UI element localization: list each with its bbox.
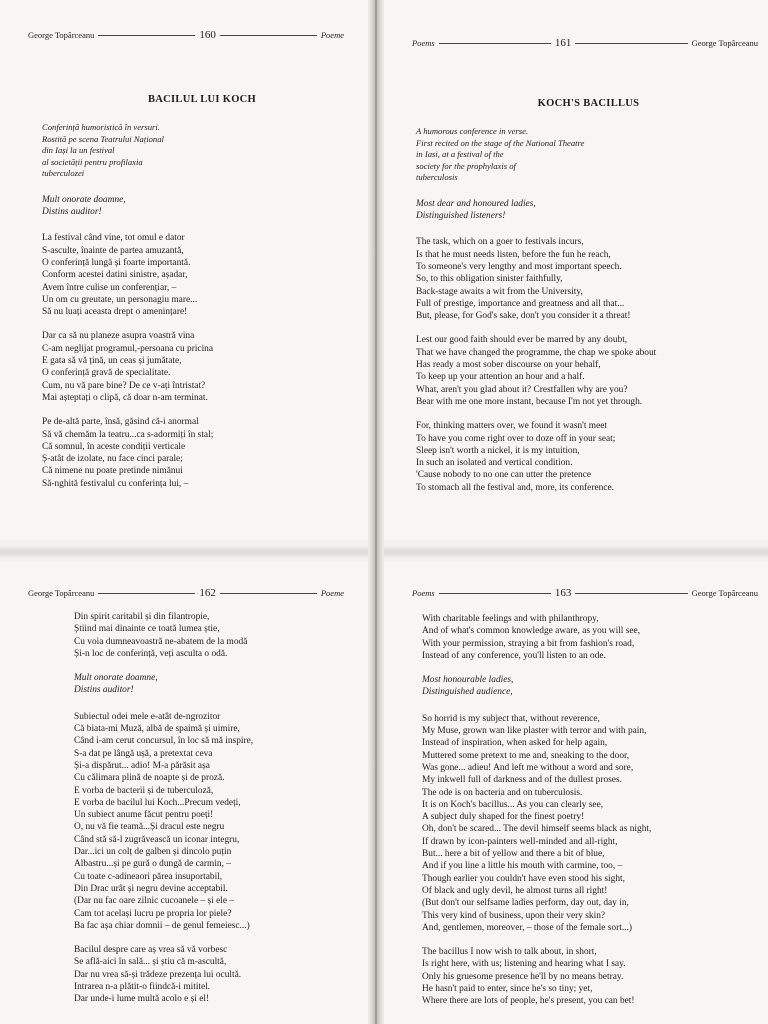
verse-line: And of what's common knowledge aware, as you will see, [422,626,641,637]
verse-line: Și-n loc de conferință, veți asculta o odă. [74,648,228,659]
verse-line: S-asculte, înainte de partea amuzantă, [42,245,184,256]
poem-subtitle [416,126,761,184]
page-160 [0,0,372,540]
verse-line: Un om cu greutate, un personagiu mare... [42,294,198,305]
verse-line: Instead of any conference, you'll listen to an ode. [422,650,606,661]
verse-line: My inkwell full of darkness and of the dullest proses. [422,775,622,786]
header-rule [439,593,551,594]
verse-line: Only his gruesome presence he'll by no means betray. [422,971,624,982]
verse-line: Când stă să-l zugrăvească un iconar integru, [74,834,240,845]
header-rule [98,35,195,36]
verse-line: Să-nghită festivalul cu conferința lui, – [42,478,189,489]
verse-line: It is on Koch's bacillus... As you can clearly see, [422,799,604,810]
poem-body [74,611,364,1018]
book-spine [368,0,384,1024]
verse-line: Where there are lots of people, he's present, you can bet! [422,996,635,1007]
verse-line: Dar...ici un colț de galben și dincolo puțin [74,847,232,858]
page-number: 160 [199,29,216,41]
verse-line: With your permission, straying a bit from fashion's road, [422,638,635,649]
verse-line: Că nimene nu poate pretinde nimănui [42,466,183,477]
verse-line: Dar ca să nu planeze asupra voastră vina [42,331,195,342]
header-rule [439,43,551,44]
poem-address [422,674,762,699]
address-line: Mult onorate doamne, [74,673,158,684]
verse-line: Ba fac așa chiar domnii – de genul femeiesc...) [74,920,250,931]
verse-line: La festival când vine, tot omul e dator [42,233,185,244]
verse-line: (Dar nu fac oare zilnic cucoanele – și ele – [74,896,235,907]
stanza [422,946,762,1007]
header-rule [98,593,195,594]
verse-line: E gata să vă țină, un ceas și jumătate, [42,356,182,367]
verse-line: The ode is on bacteria and on tuberculosis. [422,787,583,798]
page-number: 163 [554,587,572,599]
page-number: 162 [199,587,216,599]
verse-line: Sleep isn't worth a nickel, it is my intuition, [416,445,580,456]
address-line: Distins auditor! [74,685,134,696]
verse-line: Instead of inspiration, when asked for help again, [422,738,608,749]
verse-line: Oh, don't be scared... The devil himself seems black as night, [422,824,652,835]
verse-line: 'Cause nobody to no one can utter the pretence [416,470,592,481]
header-section: Poems [412,588,435,598]
header-rule [575,593,687,594]
stanza [74,611,364,660]
poem-body [42,94,362,502]
verse-line: Muttered some pretext to me and, sneaking to the door, [422,750,630,761]
poem-address [416,198,761,223]
poem-subtitle [42,122,362,180]
verse-line: (But don't our selfsame ladies perform, day out, day in, [422,898,629,909]
verse-line: Though earlier you couldn't have even stood his sight, [422,873,625,884]
stanza [416,420,761,494]
verse-line: What, aren't you glad about it? Crestfallen why are you? [416,384,628,395]
verse-line: Was gone... adieu! And left me without a word and sore, [422,762,634,773]
verse-line: S-a dat pe lângă ușă, a pretextat ceva [74,748,213,759]
verse-line: Cu voia dumneavoastră ne-abatem de la modă [74,636,248,647]
verse-line: Cu toate c-adineaori părea insuportabil, [74,871,223,882]
verse-line: O, nu vă fie teamă...Și dracul este negru [74,822,225,833]
poem-title: KOCH'S BACILLUS [537,98,640,109]
verse-line: O conferință lungă și foarte importantă. [42,257,191,268]
verse-line: Cu călimara plină de noapte și de proză. [74,773,225,784]
stanza [74,711,364,932]
verse-line: Full of prestige, importance and greatness and all that... [416,298,625,309]
stanza [42,330,362,404]
verse-line: Is that he must needs listen, before the fun he reach, [416,249,611,260]
verse-line: And if you line a little his mouth with carmine, too, – [422,861,623,872]
running-header [412,586,758,600]
header-author: George Topârceanu [28,588,95,598]
verse-line: Albastru...și pe gură o dungă de carmin, – [74,859,231,870]
verse-line: Din spirit caritabil și din filantropie, [74,612,210,622]
verse-line: Că somnul, în aceste condiții verticale [42,441,186,452]
subtitle-line: society for the prophylaxis of [416,160,516,171]
verse-line: Din Drac urât și negru devine acceptabil. [74,883,228,894]
poem-address [42,194,362,219]
verse-line: Bear with me one more instant, because I'm not yet through. [416,396,643,407]
subtitle-line: First recited on the stage of the National Theatre [416,137,585,148]
subtitle-line: A humorous conference in verse. [416,126,529,137]
verse-line: With charitable feelings and with philanthropy, [422,614,599,624]
verse-line: A subject duly shaped for the finest poetry! [422,812,585,823]
subtitle-line: tuberculozei [42,168,85,179]
verse-line: My Muse, grown wan like plaster with terror and with pain, [422,726,647,737]
verse-line: Și-a dispărut... adio! M-a părăsit așa [74,760,210,771]
verse-line: That we have changed the programme, the chap we spoke about [416,347,657,358]
verse-line: So, to this obligation sinister faithfully, [416,274,563,285]
verse-line: Se află-aici în sală... și știu că m-ascultă, [74,957,227,968]
stanza [416,334,761,408]
stanza [42,232,362,318]
verse-line: Că biata-mi Muză, albă de spaimă și uimire, [74,724,240,735]
poem-body [422,613,762,1020]
subtitle-line: tuberculosis [416,172,458,183]
verse-line: To keep up your attention an hour and a half. [416,372,585,383]
verse-line: So horrid is my subject that, without reverence, [422,713,600,724]
header-author: George Topârceanu [691,38,758,48]
page-161 [380,0,768,540]
address-line: Mult onorate doamne, [42,194,126,205]
verse-line: Dar unde-i lume multă acolo e și el! [74,994,210,1005]
verse-line: In such an isolated and vertical condition. [416,458,573,469]
subtitle-line: al societății pentru profilaxia [42,156,143,167]
verse-line: For, thinking matters over, we found it wasn't meet [416,421,608,432]
page-number: 161 [554,37,572,49]
stanza [422,613,762,662]
verse-line: To stomach all the festival and, more, its conference. [416,482,614,493]
verse-line: He hasn't paid to enter, since he's so tiny; yet, [422,984,593,995]
verse-line: E vorba de bacilul lui Koch...Precum vedeți, [74,797,241,808]
address-line: Most honourable ladies, [422,675,514,686]
verse-line: Pe de-altă parte, însă, găsind că-i anormal [42,417,199,428]
address-line: Distins auditor! [42,207,102,218]
stanza [416,236,761,322]
verse-line: C-am neglijat programul,-persoana cu pricina [42,343,214,354]
verse-line: Intrarea n-a plătit-o fiindcă-i mititel. [74,982,211,993]
poem-address [74,672,364,697]
verse-line: Subiectul odei mele e-atât de-ngrozitor [74,711,221,722]
verse-line: Cam tot același lucru pe propria lor piele? [74,908,232,919]
header-rule [220,593,317,594]
verse-line: Is right here, with us; listening and hearing what I say. [422,959,626,970]
verse-line: The task, which on a goer to festivals incurs, [416,237,584,248]
verse-line: Bacilul despre care aș vrea să vă vorbesc [74,945,228,956]
verse-line: This very kind of business, upon their very skin? [422,910,606,921]
verse-line: But... here a bit of yellow and there a bit of blue, [422,849,605,860]
running-header [28,586,344,600]
verse-line: The bacillus I now wish to talk about, in short, [422,947,597,958]
address-line: Distinguished listeners! [416,211,506,222]
verse-line: Dar nu vrea să-și trădeze prezența lui ocultă. [74,969,242,980]
header-section: Poeme [320,30,344,40]
header-section: Poeme [320,588,344,598]
verse-line: Un subiect anume făcut pentru poeți! [74,810,214,821]
verse-line: O conferință gravă de specialitate. [42,368,171,379]
verse-line: Cum, nu vă pare bine? De ce v-ați întristat? [42,380,206,391]
verse-line: Să nu luați aceasta drept o amenințare! [42,307,188,318]
verse-line: Lest our good faith should ever be marred by any doubt, [416,335,628,346]
verse-line: Ș-atât de izolate, nu face cinci parale; [42,454,183,465]
header-author: George Topârceanu [691,588,758,598]
verse-line: Când i-am cerut concursul, în loc să mă inspire, [74,736,254,747]
header-rule [575,43,687,44]
running-header [412,36,758,50]
verse-line: Conform acestei datini sinistre, așadar, [42,270,188,281]
verse-line: To have you come right over to doze off in your seat; [416,433,616,444]
header-rule [220,35,317,36]
address-line: Most dear and honoured ladies, [416,198,536,209]
header-section: Poems [412,38,435,48]
address-line: Distinguished audience, [422,687,513,698]
verse-line: E vorba de bacterii și de tuberculoză, [74,785,214,796]
verse-line: To someone's very lengthy and most important speech. [416,261,622,272]
stanza [74,944,364,1005]
verse-line: Mai așteptați o clipă, că doar n-am terminat. [42,392,208,403]
subtitle-line: Conferință humoristică în versuri. [42,122,160,133]
subtitle-line: din Iași la un festival [42,145,115,156]
verse-line: Back-stage awaits a wit from the University, [416,286,583,297]
verse-line: Știind mai dinainte ce toată lumea știe, [74,624,220,635]
verse-line: Has ready a most sober discourse on your behalf, [416,360,601,371]
verse-line: Avem între culise un conferențiar, – [42,282,177,293]
page-gap-horizontal [0,545,768,559]
verse-line: If drawn by icon-painters well-minded and all-right, [422,836,618,847]
verse-line: Of black and ugly devil, he almost turns all right! [422,885,608,896]
subtitle-line: Rostită pe scena Teatrului Național [42,133,164,144]
stanza [42,416,362,490]
verse-line: Să vă chemăm la teatru...ca s-adormiți în stal; [42,429,214,440]
subtitle-line: in Iasi, at a festival of the [416,149,504,160]
verse-line: But, please, for God's sake, don't you consider it a threat! [416,311,631,322]
header-author: George Topârceanu [28,30,95,40]
poem-body [416,98,761,506]
running-header [28,28,344,42]
verse-line: And, gentlemen, moreover, – those of the female sort...) [422,922,632,933]
poem-title: BACILUL LUI KOCH [147,94,257,105]
page-162 [0,562,372,1024]
page-163 [380,562,768,1024]
stanza [422,713,762,934]
